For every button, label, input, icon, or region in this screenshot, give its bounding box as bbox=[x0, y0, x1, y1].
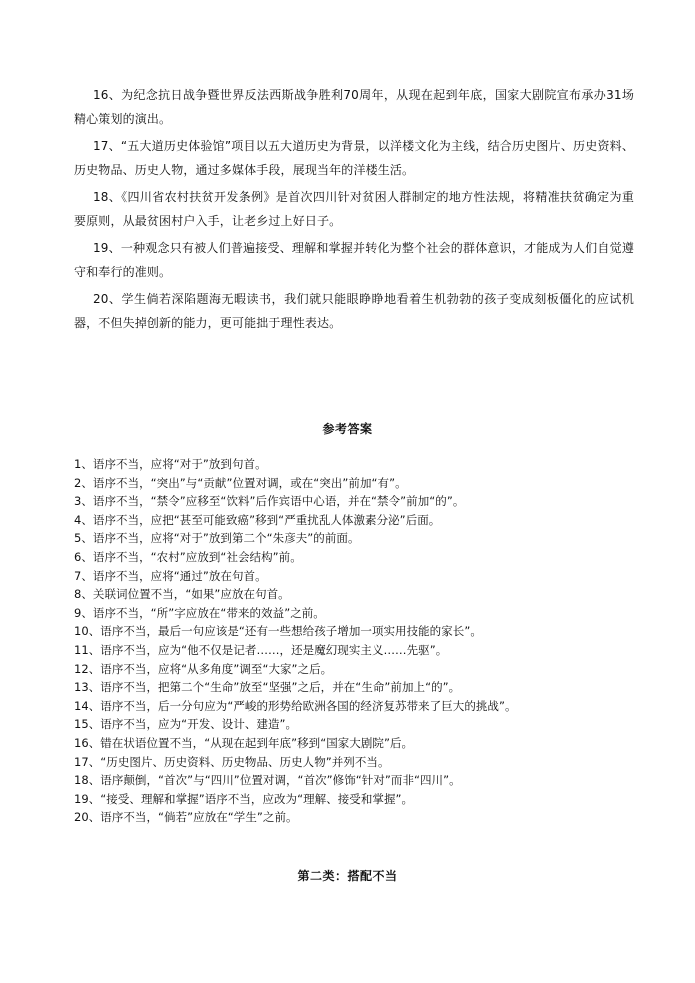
answer-item: 20、语序不当，“倘若”应放在“学生”之前。 bbox=[74, 810, 298, 825]
answer-item: 7、语序不当，应将“通过”放在句首。 bbox=[74, 568, 267, 583]
question-20: 20、学生倘若深陷题海无暇读书，我们就只能眼睁睁地看着生机勃勃的孩子变成刻板僵化的应试机器，不但失掉创新的能力，更可能拙于理性表达。 bbox=[74, 292, 634, 330]
answer-item: 2、语序不当，“突出”与“贡献”位置对调，或在“突出”前加“有”。 bbox=[74, 475, 407, 490]
answer-item: 18、语序颠倒，“首次”与“四川”位置对调，“首次”修饰“针对”而非“四川”。 bbox=[74, 773, 461, 788]
answer-item: 16、错在状语位置不当，“从现在起到年底”移到“国家大剧院”后。 bbox=[74, 735, 414, 750]
question-17: 17、“五大道历史体验馆”项目以五大道历史为背景，以洋楼文化为主线，结合历史图片、历史资料、历史物品、历史人物，通过多媒体手段，展现当年的洋楼生活。 bbox=[74, 139, 634, 177]
answer-item: 11、语序不当，应为“他不仅是记者……，还是魔幻现实主义……先驱”。 bbox=[74, 642, 448, 657]
answer-section-title: 参考答案 bbox=[322, 422, 373, 436]
question-16: 16、为纪念抗日战争暨世界反法西斯战争胜利70周年，从现在起到年底，国家大剧院宣布承办31场精心策划的演出。 bbox=[74, 88, 634, 126]
answer-item: 8、关联词位置不当，“如果”应放在句首。 bbox=[74, 587, 290, 602]
answer-item: 19、“接受、理解和掌握”语序不当，应改为“理解、接受和掌握”。 bbox=[74, 791, 414, 806]
answer-item: 14、语序不当，后一分句应为“严峻的形势给欧洲各国的经济复苏带来了巨大的挑战”。 bbox=[74, 698, 517, 713]
answer-item: 12、语序不当，应将“从多角度”调至“大家”之后。 bbox=[74, 661, 333, 676]
answer-item: 13、语序不当，把第二个“生命”放至“坚强”之后，并在“生命”前加上“的”。 bbox=[74, 680, 461, 695]
category-section-title: 第二类：搭配不当 bbox=[297, 869, 398, 883]
answer-item: 1、语序不当，应将“对于”放到句首。 bbox=[74, 457, 267, 471]
answer-item: 9、语序不当，“所”字应放在“带来的效益”之前。 bbox=[74, 605, 325, 620]
answer-item: 15、语序不当，应为“开发、设计、建造”。 bbox=[74, 717, 298, 732]
answer-item: 6、语序不当，“农村”应放到“社会结构”前。 bbox=[74, 549, 302, 564]
answer-item: 3、语序不当，“禁令”应移至“饮料”后作宾语中心语，并在“禁令”前加“的”。 bbox=[74, 494, 465, 509]
question-19: 19、一种观念只有被人们普遍接受、理解和掌握并转化为整个社会的群体意识，才能成为人们自觉遵守和奉行的准则。 bbox=[74, 241, 634, 279]
answer-item: 10、语序不当，最后一句应该是“还有一些想给孩子增加一项实用技能的家长”。 bbox=[74, 624, 482, 639]
answer-item: 5、语序不当，应将“对于”放到第二个“朱彦夫”的前面。 bbox=[74, 531, 360, 546]
answer-item: 4、语序不当，应把“甚至可能致癌”移到“严重扰乱人体激素分泌”后面。 bbox=[74, 512, 441, 527]
question-18: 18、《四川省农村扶贫开发条例》是首次四川针对贫困人群制定的地方性法规，将精准扶贫确定为重要原则，从最贫困村户入手，让老乡过上好日子。 bbox=[74, 190, 634, 228]
answer-list bbox=[74, 455, 634, 827]
answer-item: 17、“历史图片、历史资料、历史物品、历史人物”并列不当。 bbox=[74, 754, 390, 769]
question-list bbox=[74, 84, 634, 339]
